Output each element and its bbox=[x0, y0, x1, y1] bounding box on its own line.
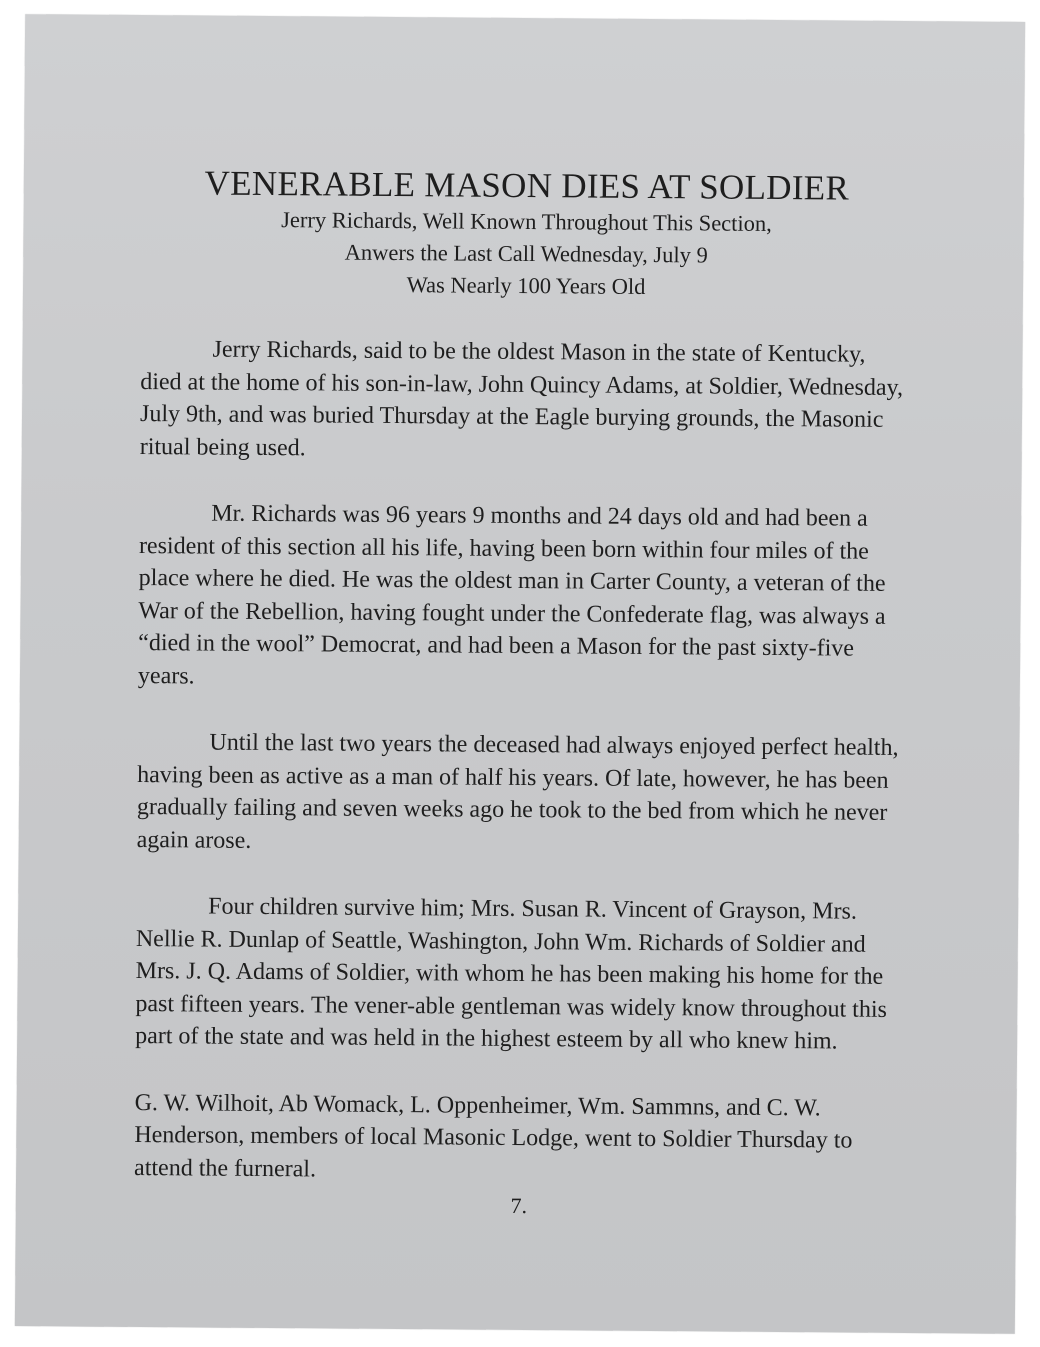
paragraph-lodge-members: G. W. Wilhoit, Ab Womack, L. Oppenheimer, Wm. Sammns, and C. W. Henderson, members of local Masonic Lodge, went to Soldier Thursday to attend the furneral. bbox=[134, 1089, 853, 1182]
document-page bbox=[15, 14, 1025, 1334]
paragraph-health: Until the last two years the deceased had always enjoyed perfect health, having been as active as a man of half his years. Of late, however, he has been gradually failing and seven weeks ago he took to the bed from which he never again arose. bbox=[136, 729, 899, 854]
article-subhead-2: Anwers the Last Call Wednesday, July 9 bbox=[344, 239, 708, 268]
paragraph-survivors: Four children survive him; Mrs. Susan R. Vincent of Grayson, Mrs. Nellie R. Dunlap of Seattle, Washington, John Wm. Richards of Soldier and Mrs. J. Q. Adams of Soldier, with whom he has been making his home for the past fifteen years. The vener-able gentleman was widely know throughout this part of the state and was held in the highest esteem by all who knew him. bbox=[135, 893, 888, 1055]
paragraph-death-notice: Jerry Richards, said to be the oldest Mason in the state of Kentucky, died at the home of his son-in-law, John Quincy Adams, at Soldier, Wednesday, July 9th, and was buried Thursday at the Eagle burying grounds, the Masonic ritual being used. bbox=[139, 336, 904, 461]
page-number: 7. bbox=[510, 1192, 528, 1219]
article-subhead-1: Jerry Richards, Well Known Throughout This Section, bbox=[281, 207, 772, 236]
paragraph-biography: Mr. Richards was 96 years 9 months and 24 days old and had been a resident of this section all his life, having been born within four miles of the place where he died. He was the oldest man in Carter County, a veteran of the War of the Rebellion, having fought under the Confederate flag, was always a “died in the wool” Democrat, and had been a Mason for the past sixty-five years. bbox=[137, 500, 886, 689]
article bbox=[134, 163, 912, 1222]
article-headline: VENERABLE MASON DIES AT SOLDIER bbox=[204, 163, 850, 208]
article-subhead-3: Was Nearly 100 Years Old bbox=[406, 272, 646, 299]
